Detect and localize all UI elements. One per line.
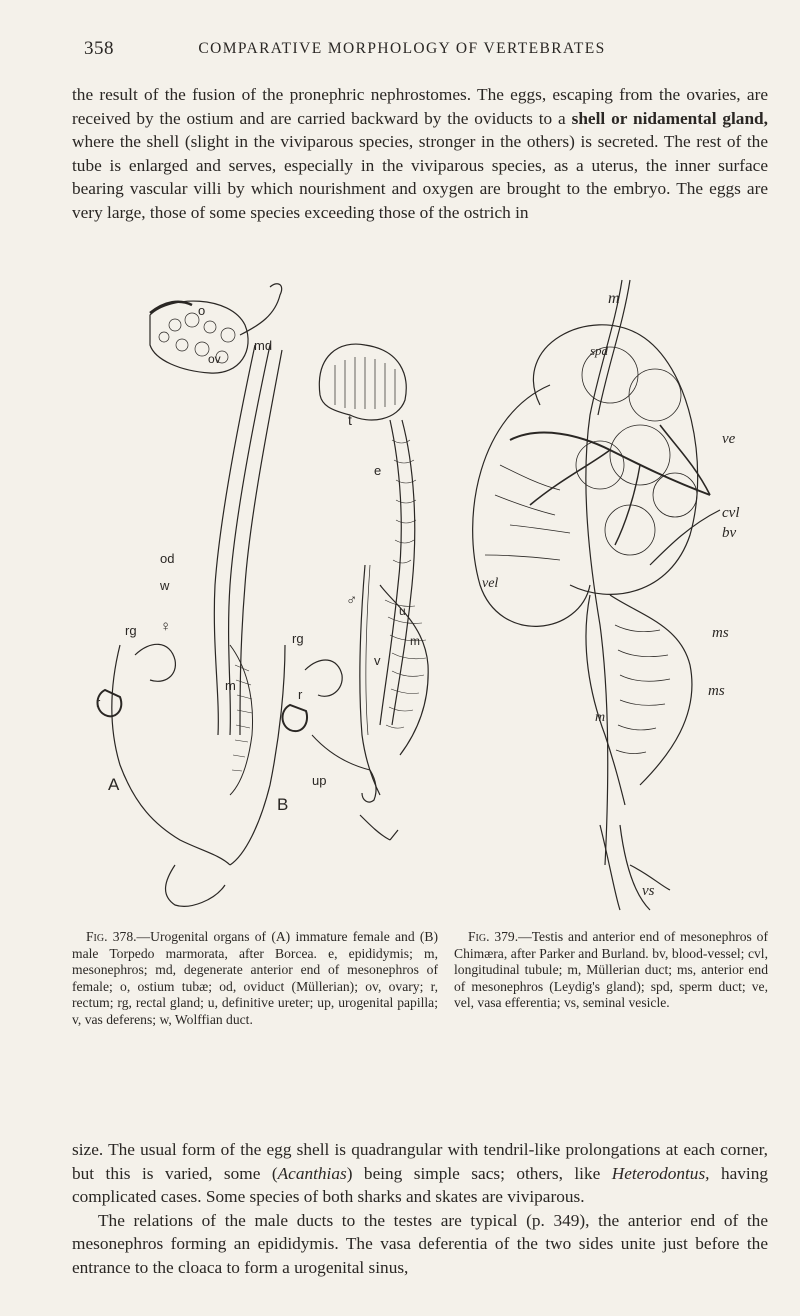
running-head: COMPARATIVE MORPHOLOGY OF VERTEBRATES	[198, 40, 606, 57]
ovary-egg	[185, 313, 199, 327]
text-run: where the shell (slight in the viviparous species, stronger in the others) is secreted. The rest of the tube is enlarged and serves, especially in the viviparous species, as a uterus, the inner surface bearing vascular villi by which nourishment and oxygen are brought to the embryo. The eggs are very large, those of some species exceeding those of the ostrich in	[72, 132, 768, 222]
testis-lobules	[335, 357, 395, 409]
mesonephros-tubules	[385, 600, 426, 728]
label-spd: spd	[590, 343, 609, 358]
text-run: ) being simple sacs; others, like	[346, 1163, 612, 1183]
mullerian-duct	[586, 280, 622, 865]
label-ms-2: ms	[708, 683, 725, 699]
blood-vessel	[530, 450, 610, 505]
page-header	[84, 38, 720, 66]
label-vs: vs	[642, 883, 655, 899]
ostium-shape	[150, 302, 192, 313]
body-outline-a	[230, 645, 285, 865]
body-paragraph	[72, 1209, 768, 1280]
ovary-egg	[159, 332, 169, 342]
rectum-b	[283, 705, 308, 731]
mesonephros-tubules	[615, 625, 670, 754]
caption-fig-number: Fig. 379.	[468, 929, 519, 944]
figure-378-caption	[72, 929, 438, 1029]
label-A: A	[108, 775, 120, 794]
label-up: up	[312, 773, 327, 788]
testis-lobule	[629, 369, 681, 421]
caption-text: —Urogenital organs of (A) immature female and (B) male Torpedo marmorata, after Borcea. e, epididymis; m, mesonephros; md, degenerate anterior end of mesonephros of female; o, ostium tubæ; od, oviduct (Müllerian); ov, ovary; r, rectum; rg, rectal gland; u, definitive ureter; up, urogenital papilla; v, vas deferens; w, Wolffian duct.	[72, 929, 438, 1027]
rectum-a	[98, 690, 122, 716]
rectal-gland-b	[305, 660, 342, 696]
testis-lobule	[605, 505, 655, 555]
caption-fig-number: Fig. 378.	[86, 929, 137, 944]
label-m-top: m	[608, 290, 620, 307]
label-t: t	[348, 412, 352, 428]
female-symbol: ♀	[160, 618, 172, 635]
label-m: m	[225, 678, 236, 693]
ovary-egg	[176, 339, 188, 351]
label-u: u	[399, 604, 406, 618]
text-run: The relations of the male ducts to the testes are typical (p. 349), the anterior end of the mesonephros forming an epididymis. The vasa deferentia of the two sides unite just before the entrance to the cloaca to form a urogenital sinus,	[72, 1210, 768, 1277]
page-number: 358	[84, 38, 114, 59]
blood-vessel	[510, 433, 710, 495]
epididymis	[380, 420, 401, 725]
label-ms: ms	[712, 625, 729, 641]
mesonephros-lower	[610, 595, 692, 785]
ureter-line	[312, 735, 370, 770]
ovary-egg	[221, 328, 235, 342]
label-ve: ve	[722, 431, 736, 447]
label-ov: ov	[208, 352, 221, 366]
italic-genus: Acanthias	[277, 1163, 347, 1183]
testis-outline	[533, 325, 697, 595]
label-r-b: r	[298, 687, 303, 702]
label-vel: vel	[482, 576, 499, 591]
label-v: v	[374, 653, 381, 668]
body-paragraph-top	[72, 83, 768, 225]
label-r: r	[96, 695, 101, 710]
label-cvl: cvl	[722, 505, 740, 521]
body-paragraph	[72, 1138, 768, 1209]
label-B: B	[277, 795, 289, 814]
caption-text: —Testis and anterior end of mesonephros of Chimæra, after Parker and Burland. bv, blood-vessel; cvl, longitudinal tubule; m, Müllerian duct; ms, anterior end of mesonephros (Leydig's gland); spd, sperm duct; ve, vel, vasa efferentia; vs, seminal vesicle.	[454, 929, 768, 1011]
testis-shape	[319, 344, 406, 420]
label-md: md	[254, 338, 273, 353]
ovary-egg	[204, 321, 216, 333]
label-m-b: m	[410, 634, 420, 648]
text-run: size. The usual form of the egg shell is quadrangular with tendril-like prolongations at each corner, but this is varied, some (	[72, 1140, 768, 1183]
vas-deferens	[360, 565, 380, 795]
label-rg-b: rg	[292, 631, 304, 646]
figure-379-illustration	[440, 265, 770, 915]
text-run: the result of the fusion of the pronephric nephrostomes. The eggs, escaping from the ovaries, are received by the ostium and are carried backward by the oviducts to a	[72, 85, 768, 128]
figure-378-illustration	[80, 265, 440, 915]
vasa-efferentia	[485, 465, 570, 560]
epididymis-coils	[392, 440, 416, 563]
body-outline-a	[112, 645, 230, 865]
ms-duct	[586, 595, 625, 805]
testis-lobule	[653, 473, 697, 517]
cloaca-a	[166, 865, 225, 906]
ovary-egg	[195, 342, 209, 356]
figure-379-caption	[454, 929, 768, 1012]
body-paragraphs-bottom	[72, 1138, 768, 1280]
label-o: o	[198, 303, 206, 318]
label-w: w	[160, 578, 170, 593]
testis-lobule	[576, 441, 624, 489]
label-bv: bv	[722, 525, 737, 541]
italic-genus: Heterodontus,	[611, 1163, 710, 1183]
urogenital-papilla	[362, 770, 376, 802]
label-m-lower: m	[595, 710, 606, 725]
label-rg: rg	[125, 623, 137, 638]
text-run: having complicated cases. Some species of both sharks and skates are viviparous.	[72, 1163, 768, 1207]
epididymis	[392, 420, 415, 725]
longitudinal-tubule	[650, 510, 720, 565]
ovary-egg	[169, 319, 181, 331]
rectal-gland-a	[135, 644, 175, 681]
cloaca-b	[360, 815, 398, 840]
label-e: e	[374, 463, 382, 478]
bold-term: shell or nidamental gland,	[571, 108, 768, 128]
male-symbol: ♂	[346, 592, 358, 609]
vas-deferens	[366, 565, 370, 735]
label-od: od	[160, 551, 175, 566]
